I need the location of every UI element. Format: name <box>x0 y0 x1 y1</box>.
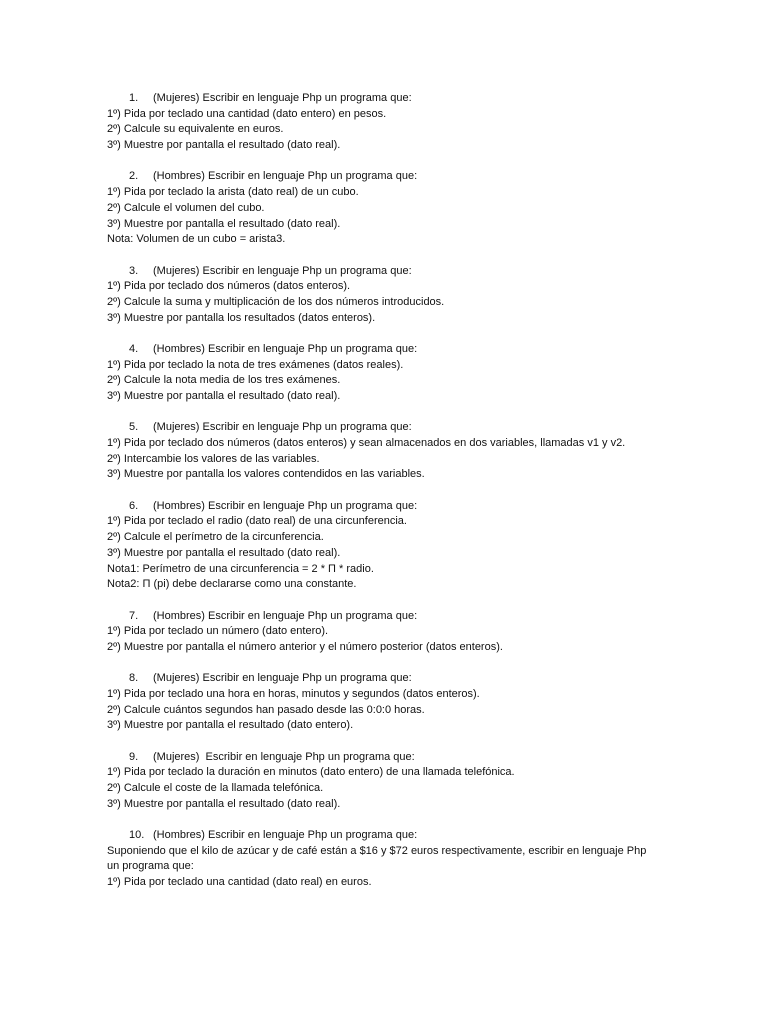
exercise-item <box>107 750 667 813</box>
exercise-step-line: 3º) Muestre por pantalla el resultado (dato real). <box>107 546 341 559</box>
exercise-step-line: 2º) Calcule el volumen del cubo. <box>107 201 265 214</box>
exercise-heading <box>107 750 667 766</box>
exercise-heading-text: (Mujeres) Escribir en lenguaje Php un programa que: <box>153 750 415 763</box>
exercise-heading-text: (Mujeres) Escribir en lenguaje Php un programa que: <box>153 92 412 104</box>
exercise-heading-text: (Hombres) Escribir en lenguaje Php un programa que: <box>153 609 418 622</box>
exercise-item <box>107 828 667 891</box>
exercise-step-line: 2º) Calcule la nota media de los tres exámenes. <box>107 374 341 387</box>
exercise-number: 5. <box>129 421 139 434</box>
heading-indent <box>107 609 129 625</box>
exercise-heading <box>107 420 667 436</box>
exercise-heading-text: (Mujeres) Escribir en lenguaje Php un programa que: <box>153 264 412 277</box>
exercise-step-line: 1º) Pida por teclado una cantidad (dato entero) en pesos. <box>107 107 387 120</box>
exercise-step-line: 1º) Pida por teclado el radio (dato real) de una circunferencia. <box>107 515 407 528</box>
heading-indent <box>107 342 129 358</box>
exercise-number: 6. <box>129 499 139 512</box>
exercise-heading-text: (Mujeres) Escribir en lenguaje Php un programa que: <box>153 421 412 434</box>
heading-indent <box>107 671 129 687</box>
exercise-heading <box>107 264 667 280</box>
exercise-step-line: 1º) Pida por teclado la arista (dato real) de un cubo. <box>107 186 359 199</box>
exercise-step-line: 3º) Muestre por pantalla los valores contendidos en las variables. <box>107 468 425 481</box>
exercise-number: 2. <box>129 170 139 183</box>
exercise-heading <box>107 91 667 107</box>
exercise-step-line: 3º) Muestre por pantalla el resultado (dato real). <box>107 390 341 403</box>
exercise-heading <box>107 609 667 625</box>
heading-indent <box>107 420 129 436</box>
exercise-step-line: 1º) Pida por teclado dos números (datos enteros) y sean almacenados en dos variables, llamadas v1 y v2. <box>107 437 626 450</box>
exercise-item <box>107 609 667 656</box>
exercise-heading <box>107 342 667 358</box>
heading-indent <box>107 91 129 107</box>
exercise-heading-text: (Hombres) Escribir en lenguaje Php un programa que: <box>153 829 418 842</box>
exercise-heading-text: (Mujeres) Escribir en lenguaje Php un programa que: <box>153 672 412 685</box>
exercise-step-line: Nota2: Π (pi) debe declararse como una constante. <box>107 578 357 591</box>
exercise-heading <box>107 828 667 844</box>
exercise-number: 3. <box>129 264 139 277</box>
exercise-step-line: 1º) Pida por teclado dos números (datos enteros). <box>107 280 351 293</box>
exercise-step-line: 1º) Pida por teclado una hora en horas, minutos y segundos (datos enteros). <box>107 687 480 700</box>
exercise-heading <box>107 671 667 687</box>
exercise-item <box>107 169 667 248</box>
exercise-item <box>107 264 667 327</box>
exercise-step-line: 3º) Muestre por pantalla el resultado (dato real). <box>107 797 341 810</box>
exercise-step-line: 2º) Calcule la suma y multiplicación de los dos números introducidos. <box>107 295 445 308</box>
exercise-step-line: 2º) Muestre por pantalla el número anterior y el número posterior (datos enteros). <box>107 640 503 653</box>
heading-indent <box>107 828 129 844</box>
exercise-step-line: 2º) Intercambie los valores de las variables. <box>107 452 320 465</box>
heading-indent <box>107 264 129 280</box>
exercise-number: 9. <box>129 750 139 763</box>
exercise-number: 4. <box>129 342 139 355</box>
exercise-step-line: Suponiendo que el kilo de azúcar y de café están a $16 y $72 euros respectivamente, escribir en lenguaje Php <box>107 844 647 857</box>
exercise-step-line: 2º) Calcule su equivalente en euros. <box>107 123 284 136</box>
exercise-item <box>107 91 667 154</box>
heading-indent <box>107 750 129 766</box>
exercise-step-line: 3º) Muestre por pantalla el resultado (dato real). <box>107 139 341 152</box>
exercise-step-line: 2º) Calcule el perímetro de la circunferencia. <box>107 531 324 544</box>
exercise-step-line: 1º) Pida por teclado un número (dato entero). <box>107 625 329 638</box>
exercise-item <box>107 342 667 405</box>
exercise-step-line: 3º) Muestre por pantalla el resultado (dato real). <box>107 217 341 230</box>
exercise-item <box>107 420 667 483</box>
exercise-number: 10. <box>129 829 145 842</box>
exercise-step-line: 3º) Muestre por pantalla el resultado (dato entero). <box>107 719 354 732</box>
exercise-number: 7. <box>129 609 139 622</box>
exercise-step-line: un programa que: <box>107 860 194 873</box>
exercise-step-line: Nota1: Perímetro de una circunferencia = 2 * Π * radio. <box>107 562 374 575</box>
exercise-heading-text: (Hombres) Escribir en lenguaje Php un programa que: <box>153 499 418 512</box>
exercise-heading-text: (Hombres) Escribir en lenguaje Php un programa que: <box>153 342 418 355</box>
exercise-step-line: 1º) Pida por teclado la nota de tres exámenes (datos reales). <box>107 358 404 371</box>
exercise-heading <box>107 499 667 515</box>
exercise-step-line: Nota: Volumen de un cubo = arista3. <box>107 233 286 246</box>
exercise-step-line: 1º) Pida por teclado una cantidad (dato real) en euros. <box>107 876 372 889</box>
exercise-step-line: 2º) Calcule el coste de la llamada telefónica. <box>107 782 324 795</box>
exercise-heading <box>107 169 667 185</box>
exercise-number: 1. <box>129 92 139 104</box>
heading-indent <box>107 499 129 515</box>
exercise-heading-text: (Hombres) Escribir en lenguaje Php un programa que: <box>153 170 418 183</box>
exercise-step-line: 2º) Calcule cuántos segundos han pasado desde las 0:0:0 horas. <box>107 703 425 716</box>
exercise-number: 8. <box>129 672 139 685</box>
exercise-item <box>107 671 667 734</box>
exercise-list <box>107 91 667 891</box>
exercise-item <box>107 499 667 593</box>
exercise-step-line: 1º) Pida por teclado la duración en minutos (dato entero) de una llamada telefónica. <box>107 766 515 779</box>
heading-indent <box>107 169 129 185</box>
exercise-step-line: 3º) Muestre por pantalla los resultados (datos enteros). <box>107 311 376 324</box>
